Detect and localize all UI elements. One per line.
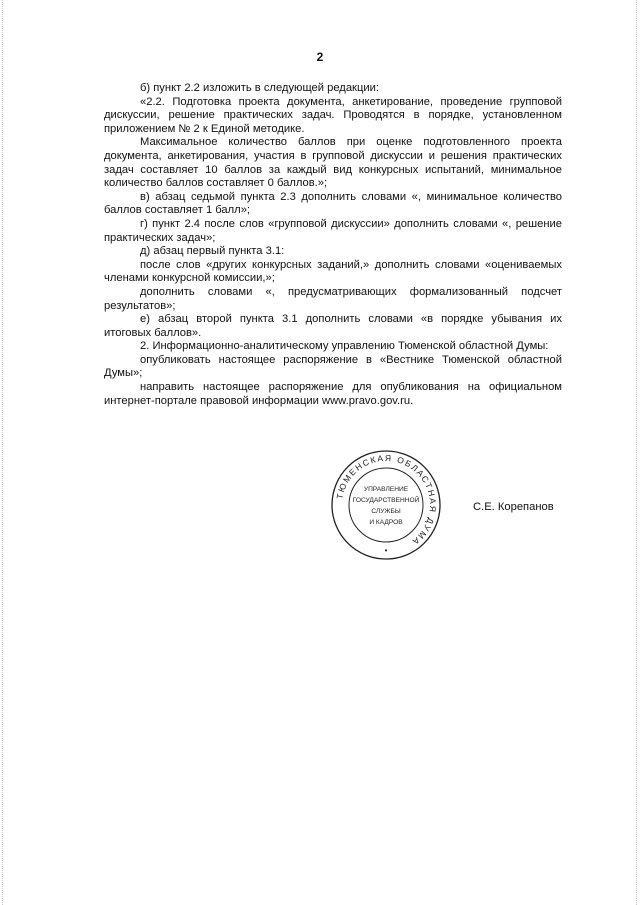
paragraph-d: д) абзац первый пункта 3.1: [140,245,285,258]
stamp-center-line-3: СЛУЖБЫ [371,508,401,515]
stamp-bottom-dot: • [384,546,388,555]
paragraph-g: г) пункт 2.4 после слов «групповой дискуссии» дополнить словами «, решение практических задач»; [104,217,562,244]
paragraph-e: е) абзац второй пункта 3.1 дополнить словами «в порядке убывания их итоговых баллов». [104,313,562,339]
paragraph-2-2-text: «2.2. Подготовка проекта документа, анкетирование, проведение групповой дискуссии, решение практических задач. Проводятся в порядке, установленном приложением № 2 к Единой методике. [104,95,562,135]
stamp-center-line-2: ГОСУДАРСТВЕННОЙ [352,497,420,504]
stamp-ring-text: ТЮМЕНСКАЯ ОБЛАСТНАЯ ДУМА [334,452,439,548]
paragraph-publish: опубликовать настоящее распоряжение в «Вестнике Тюменской областной Думы»; [104,353,562,380]
document-body [104,82,562,408]
paragraph-item-2: 2. Информационно-аналитическому управлению Тюменской областной Думы: [140,340,549,353]
paragraph-v: в) абзац седьмой пункта 2.3 дополнить словами «, минимальное количество баллов составляет 1 балл»; [104,190,562,217]
signatory-name: С.Е. Корепанов [473,501,554,513]
paragraph-max-score: Максимальное количество баллов при оценке подготовленного проекта документа, анкетирования, участия в групповой дискуссии и решения практических задач составляет 10 баллов за каждый вид конкурсных испытаний, минимальное количество баллов составляет 0 баллов.»; [104,136,562,190]
page-number: 2 [316,50,324,64]
page-edge-left [2,0,3,905]
stamp-seal-graphic [330,449,442,561]
stamp-center-line-4: И КАДРОВ [369,519,403,526]
paragraph-b: б) пункт 2.2 изложить в следующей редакции: [140,82,379,94]
paragraph-d-supplement: дополнить словами «, предусматривающих формализованный подсчет результатов»; [104,285,562,312]
paragraph-send-portal: направить настоящее распоряжение для опубликования на официальном интернет-портале правовой информации www.pravo.gov.ru. [104,381,562,407]
paragraph-d-after-words: после слов «других конкурсных заданий,» дополнить словами «оцениваемых членами конкурсной комиссии,»; [104,258,562,285]
page-edge-right [636,0,637,905]
official-stamp [330,449,442,561]
stamp-center-line-1: УПРАВЛЕНИЕ [363,486,409,493]
